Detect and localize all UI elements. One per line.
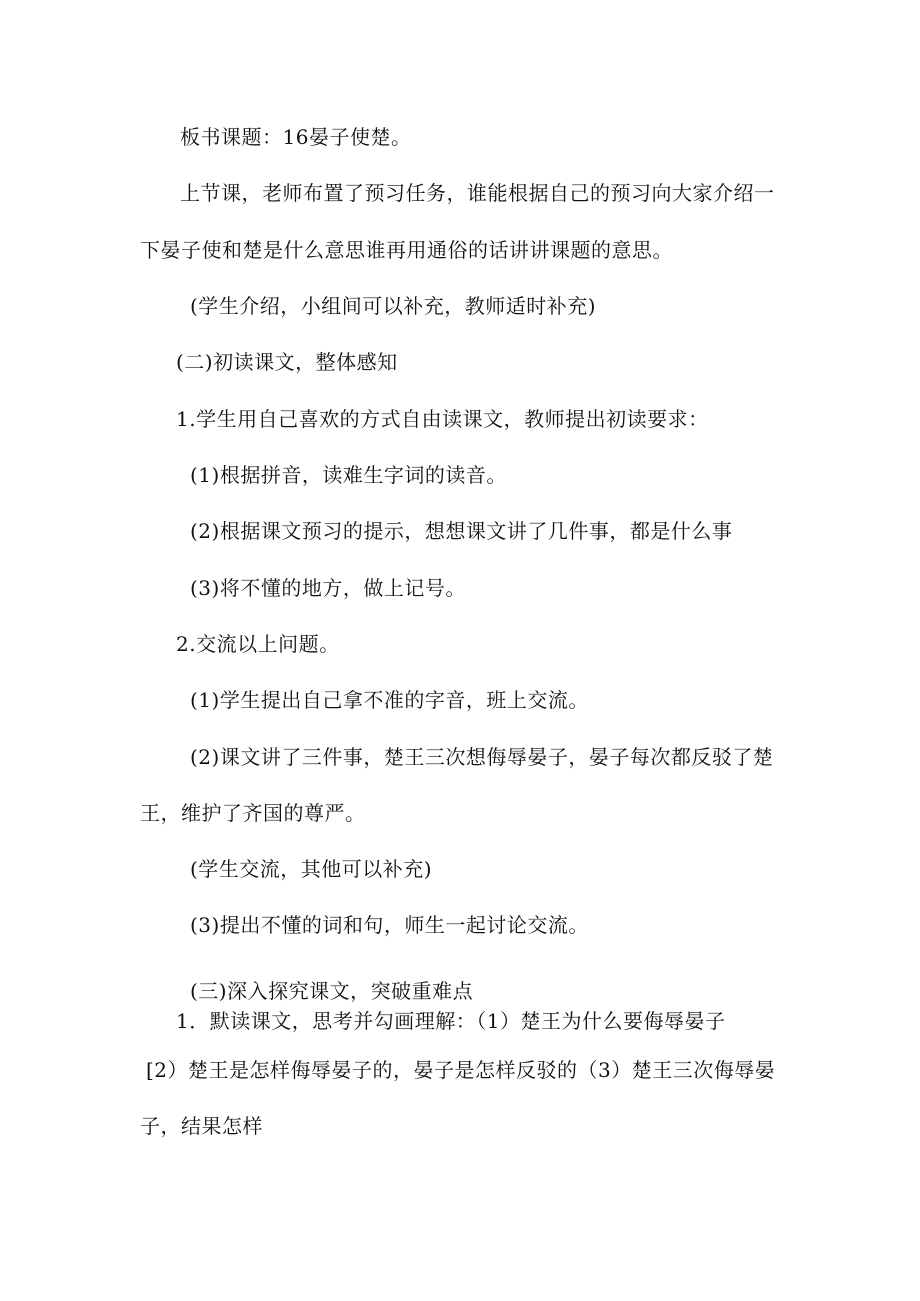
paragraph-5: 2.交流以上问题。 bbox=[176, 632, 340, 656]
list-item-3: (3)将不懂的地方，做上记号。 bbox=[190, 576, 466, 600]
section-heading-3: (三)深入探究课文，突破重难点 bbox=[190, 979, 474, 1003]
paragraph-4: 1.学生用自己喜欢的方式自由读课文，教师提出初读要求： bbox=[176, 407, 709, 431]
paragraph-2: 上节课，老师布置了预习任务，谁能根据自己的预习向大家介绍一 bbox=[180, 181, 775, 205]
paragraph-3: (学生介绍，小组间可以补充，教师适时补充) bbox=[190, 294, 597, 318]
list-item-4: (1)学生提出自己拿不准的字音，班上交流。 bbox=[190, 688, 589, 712]
section-heading-2: (二)初读课文，整体感知 bbox=[176, 350, 398, 374]
list-item-5: (2)课文讲了三件事，楚王三次想侮辱晏子，晏子每次都反驳了楚 bbox=[190, 745, 774, 769]
paragraph-7-end: 子，结果怎样 bbox=[140, 1114, 263, 1138]
list-item-1: (1)根据拼音，读难生字词的读音。 bbox=[190, 463, 507, 487]
paragraph-6: (学生交流，其他可以补充) bbox=[190, 857, 433, 881]
list-item-5-continued: 王，维护了齐国的尊严。 bbox=[140, 801, 366, 825]
paragraph-7-continued: [2）楚王是怎样侮辱晏子的，晏子是怎样反驳的（3）楚王三次侮辱晏 bbox=[146, 1058, 776, 1082]
paragraph-1: 板书课题：16晏子使楚。 bbox=[180, 125, 412, 149]
paragraph-7: 1．默读课文，思考并勾画理解：（1）楚王为什么要侮辱晏子 bbox=[176, 1009, 726, 1033]
paragraph-2-continued: 下晏子使和楚是什么意思谁再用通俗的话讲讲课题的意思。 bbox=[140, 238, 673, 262]
list-item-6: (3)提出不懂的词和句，师生一起讨论交流。 bbox=[190, 913, 589, 937]
list-item-2: (2)根据课文预习的提示，想想课文讲了几件事，都是什么事 bbox=[190, 519, 733, 543]
